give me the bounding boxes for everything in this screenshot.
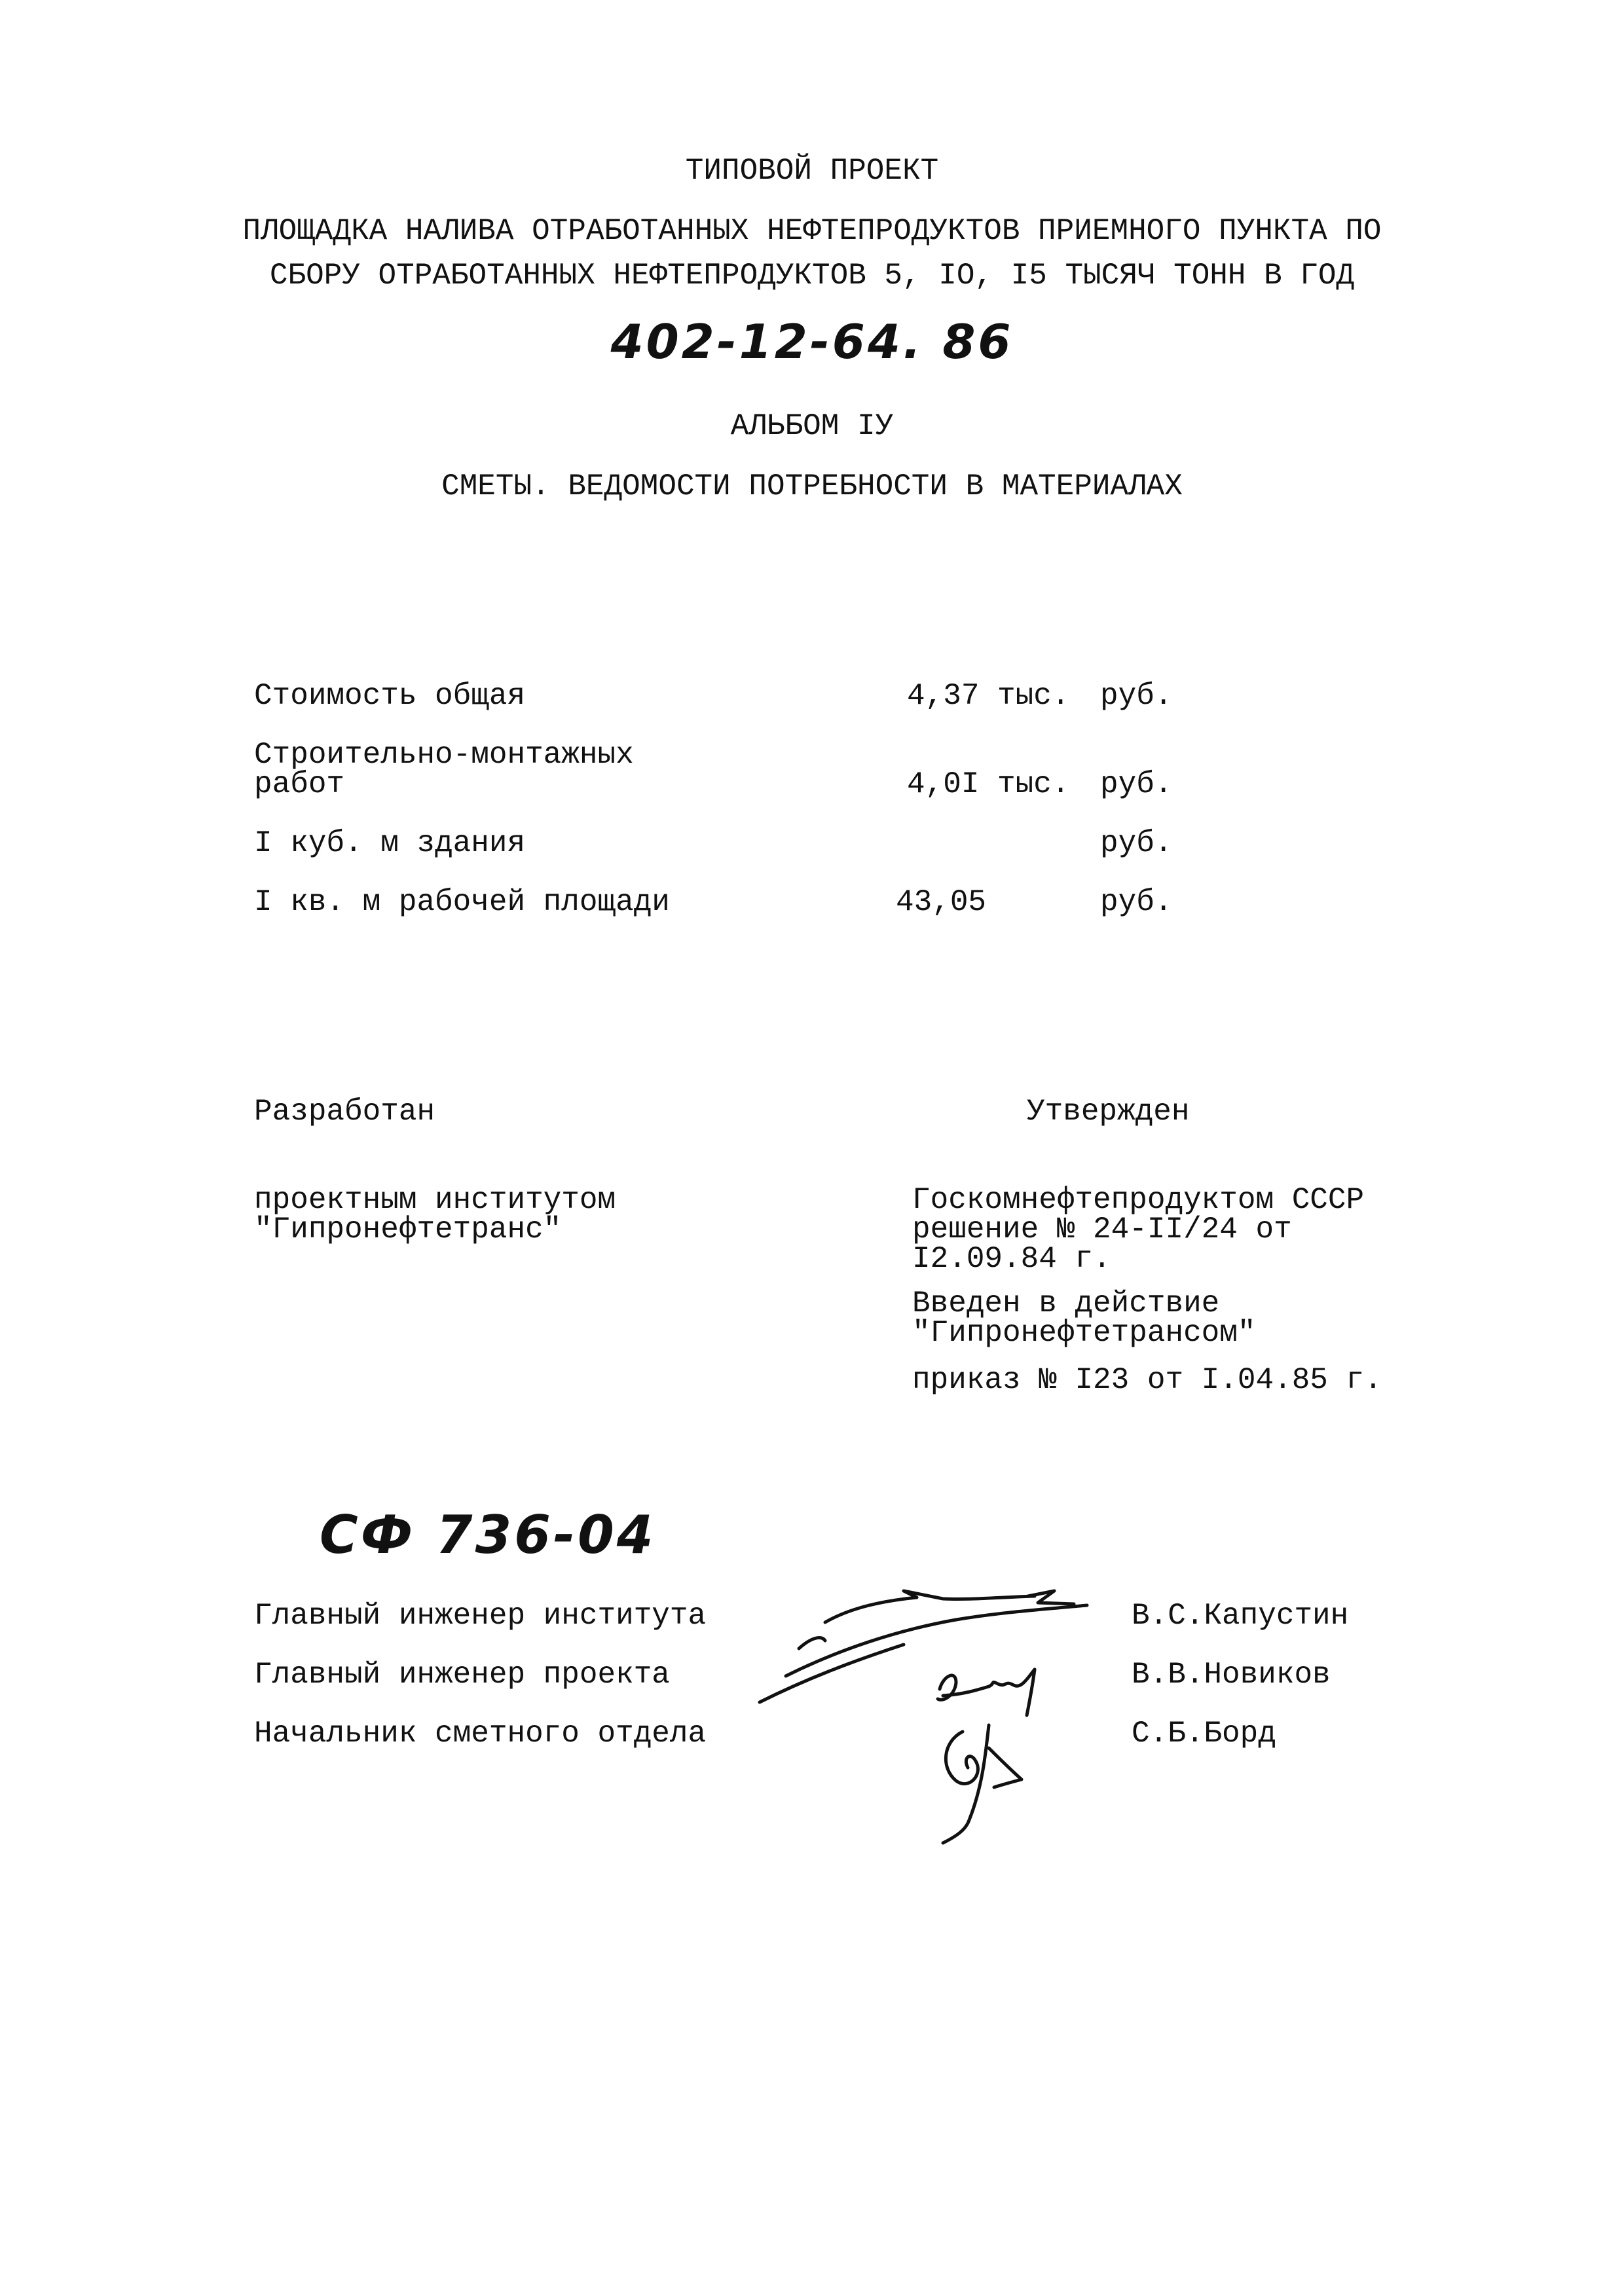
developed-line-1: проектным институтом xyxy=(254,1183,616,1217)
cost-smr-unit: руб. xyxy=(1100,767,1173,801)
stamp-code: СФ 736-04 xyxy=(320,1504,656,1565)
cost-cubic-label: I куб. м здания xyxy=(254,826,526,860)
cost-total-label: Стоимость общая xyxy=(254,679,526,713)
cost-total-value: 4,37 тыс. xyxy=(907,679,1070,713)
approved-line-2: решение № 24-II/24 от xyxy=(912,1212,1292,1247)
cost-smr-label-line-2: работ xyxy=(254,767,345,801)
cost-sqm-label: I кв. м рабочей площади xyxy=(254,885,670,919)
project-title-line-1: ПЛОЩАДКА НАЛИВА ОТРАБОТАННЫХ НЕФТЕПРОДУКТОВ ПРИЕМНОГО ПУНКТА ПО xyxy=(242,214,1382,248)
approved-line-1: Госкомнефтепродуктом СССР xyxy=(912,1183,1365,1217)
signatory-position-1: Главный инженер института xyxy=(254,1599,707,1633)
approved-line-6: приказ № I23 от I.04.85 г. xyxy=(912,1363,1382,1397)
approved-line-5: "Гипронефтетрансом" xyxy=(912,1316,1256,1350)
project-title-line-2: СБОРУ ОТРАБОТАННЫХ НЕФТЕПРОДУКТОВ 5, IO, I5 ТЫСЯЧ ТОНН В ГОД xyxy=(269,259,1355,293)
cost-smr-label-line-1: Строительно-монтажных xyxy=(254,738,634,772)
signatory-position-3: Начальник сметного отдела xyxy=(254,1717,707,1751)
project-number: 402-12-64. 86 xyxy=(610,314,1014,369)
album-subtitle: СМЕТЫ. ВЕДОМОСТИ ПОТРЕБНОСТИ В МАТЕРИАЛАХ xyxy=(441,469,1183,503)
approved-line-4: Введен в действие xyxy=(912,1286,1220,1321)
developed-heading: Разработан xyxy=(254,1095,435,1129)
developed-line-2: "Гипронефтетранс" xyxy=(254,1212,562,1247)
cost-smr-value: 4,0I тыс. xyxy=(907,767,1070,801)
cost-cubic-unit: руб. xyxy=(1100,826,1173,860)
signatory-position-2: Главный инженер проекта xyxy=(254,1658,670,1692)
cost-sqm-unit: руб. xyxy=(1100,885,1173,919)
cost-total-unit: руб. xyxy=(1100,679,1173,713)
album-label: АЛЬБОМ IУ xyxy=(730,409,894,443)
signatory-name-2: В.В.Новиков xyxy=(1132,1658,1331,1692)
approved-heading: Утвержден xyxy=(1027,1095,1190,1129)
approved-line-3: I2.09.84 г. xyxy=(912,1242,1111,1276)
document-type-label: ТИПОВОЙ ПРОЕКТ xyxy=(685,154,939,188)
signatory-name-1: В.С.Капустин xyxy=(1132,1599,1349,1633)
cost-sqm-value: 43,05 xyxy=(896,885,987,919)
signatory-name-3: С.Б.Борд xyxy=(1132,1717,1276,1751)
signatures-graphic xyxy=(747,1571,1113,1846)
